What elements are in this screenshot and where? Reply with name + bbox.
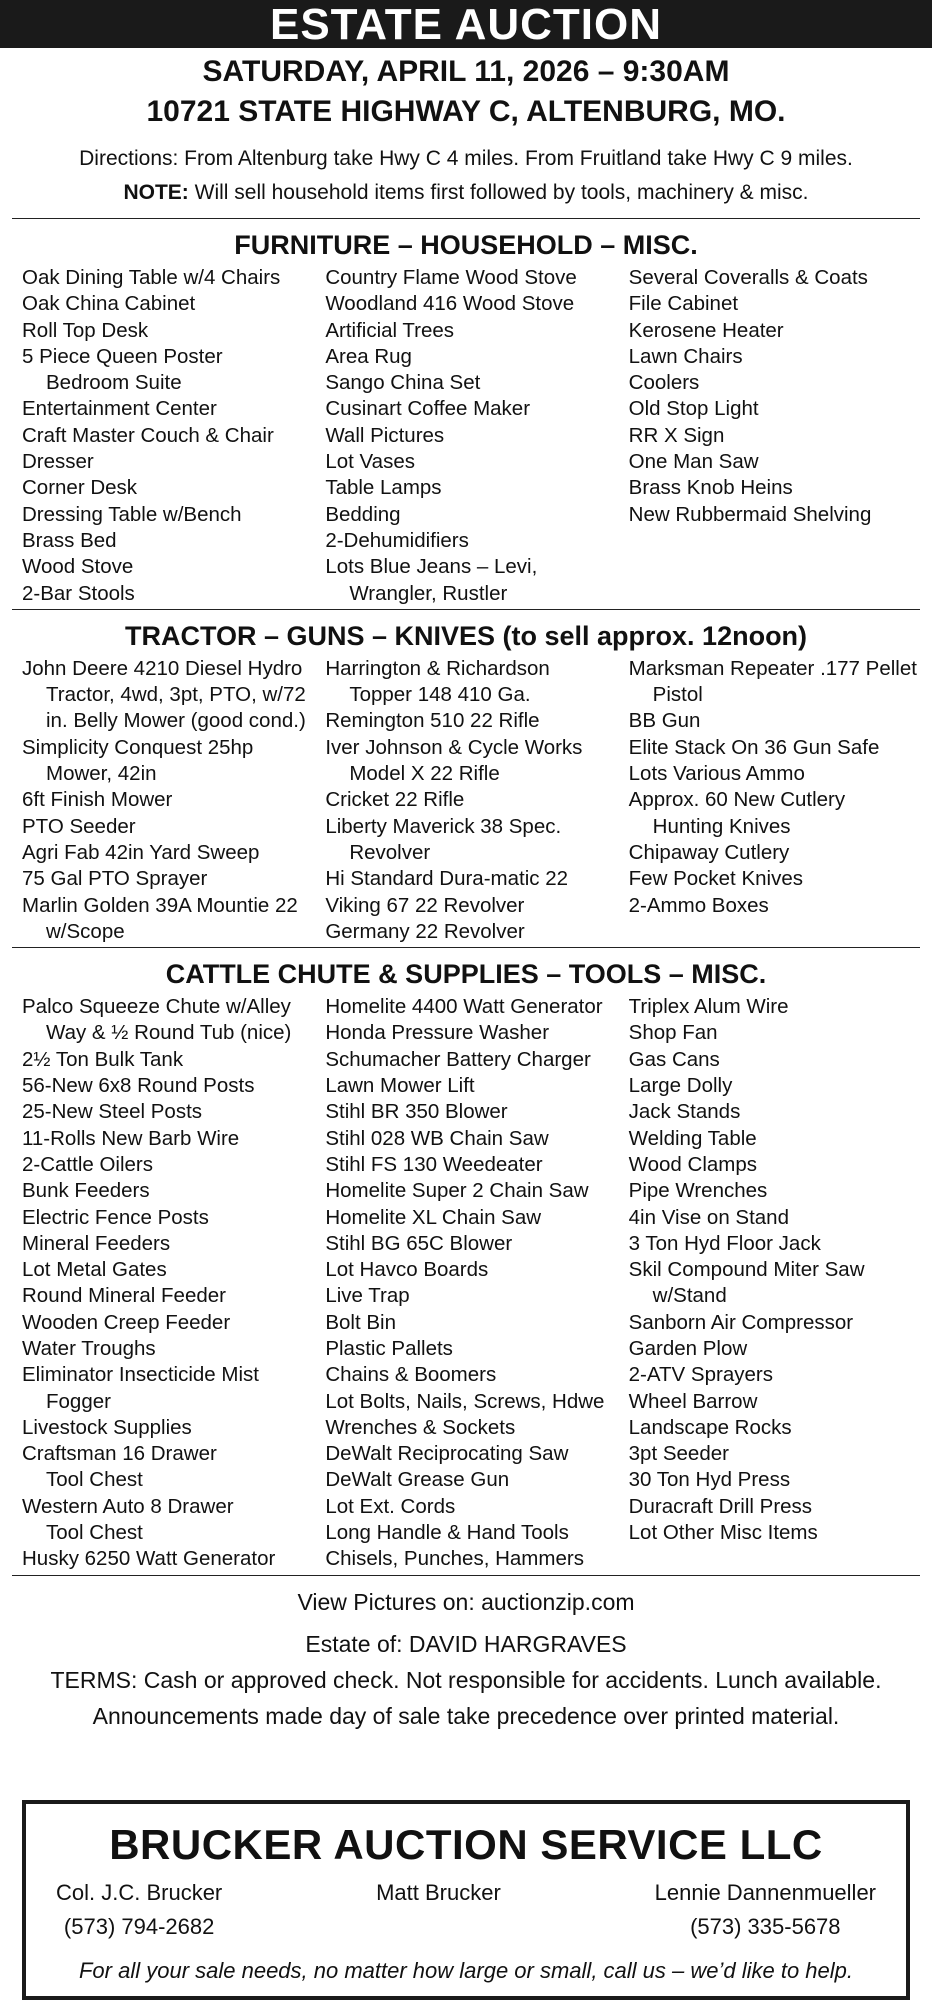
auction-item: 25-New Steel Posts — [22, 1100, 203, 1124]
contact-3 — [655, 1876, 876, 1944]
item-column — [629, 265, 932, 607]
auction-item: Homelite XL Chain Saw — [325, 1205, 542, 1229]
auction-item: Sango China Set — [325, 371, 481, 395]
auction-item: Dresser — [22, 450, 94, 474]
auction-item: Hi Standard Dura-matic 22 — [325, 867, 569, 891]
sale-note — [0, 176, 932, 210]
section-divider — [12, 218, 920, 219]
auction-item: 6ft Finish Mower — [22, 788, 173, 812]
sale-date: SATURDAY, APRIL 11, 2026 – 9:30AM — [202, 55, 730, 88]
auction-item: Harrington & Richardson Topper 148 410 Ga. — [325, 656, 550, 707]
auction-item: 30 Ton Hyd Press — [628, 1468, 791, 1492]
auction-item: 2-Ammo Boxes — [628, 893, 769, 917]
section-divider — [12, 609, 920, 610]
contact-2 — [376, 1876, 501, 1944]
auction-item: 4in Vise on Stand — [628, 1205, 789, 1229]
item-column — [325, 265, 628, 607]
auction-item: 2-Bar Stools — [22, 581, 135, 605]
announcements-line: Announcements made day of sale take precedence over printed material. — [92, 1702, 840, 1729]
auction-item: Marksman Repeater .177 Pellet Pistol — [628, 656, 917, 707]
contact-1-name: Col. J.C. Brucker — [56, 1880, 223, 1905]
auction-item: Craftsman 16 Drawer Tool Chest — [22, 1442, 217, 1492]
auction-item: 75 Gal PTO Sprayer — [22, 867, 208, 891]
auction-item: Roll Top Desk — [22, 318, 149, 342]
auction-item: Lot Ext. Cords — [325, 1494, 456, 1518]
auction-item: Marlin Golden 39A Mountie 22 w/Scope — [22, 893, 298, 943]
auction-item: Triplex Alum Wire — [628, 995, 789, 1019]
auction-item: Bunk Feeders — [22, 1179, 150, 1203]
auction-item: Chisels, Punches, Hammers — [325, 1547, 584, 1571]
auction-item: 3pt Seeder — [628, 1442, 729, 1466]
auction-item: Electric Fence Posts — [22, 1205, 209, 1229]
auction-item: Schumacher Battery Charger — [325, 1047, 591, 1071]
contact-3-name: Lennie Dannenmueller — [654, 1880, 876, 1905]
auction-item: One Man Saw — [628, 450, 759, 474]
auction-item: Large Dolly — [628, 1074, 733, 1098]
contacts — [26, 1876, 906, 1944]
auction-item: Live Trap — [325, 1284, 410, 1308]
auction-item: Lots Blue Jeans – Levi, Wrangler, Rustler — [325, 555, 538, 605]
auction-item: Western Auto 8 Drawer Tool Chest — [22, 1494, 234, 1545]
item-column — [629, 656, 932, 945]
section-columns — [0, 656, 932, 945]
auction-item: 56-New 6x8 Round Posts — [22, 1074, 255, 1098]
company-name: BRUCKER AUCTION SERVICE LLC — [109, 1821, 823, 1868]
auction-item: Cusinart Coffee Maker — [325, 397, 531, 421]
auction-item: Chains & Boomers — [325, 1363, 497, 1387]
pictures-line: View Pictures on: auctionzip.com — [297, 1588, 635, 1615]
auction-item: Coolers — [628, 371, 700, 395]
auction-item: Honda Pressure Washer — [325, 1021, 550, 1045]
auction-item: 2½ Ton Bulk Tank — [22, 1047, 184, 1071]
auction-item: Homelite Super 2 Chain Saw — [325, 1179, 589, 1203]
auction-item: Dressing Table w/Bench — [22, 502, 242, 526]
auction-item: PTO Seeder — [22, 814, 136, 838]
item-column — [22, 656, 325, 945]
auction-item: Table Lamps — [325, 476, 442, 500]
contact-2-name: Matt Brucker — [376, 1880, 501, 1905]
section-columns — [0, 994, 932, 1573]
auction-item: Old Stop Light — [628, 397, 759, 421]
banner-title: ESTATE AUCTION — [0, 0, 932, 48]
auction-item: Bedding — [325, 502, 401, 526]
section-divider — [12, 947, 920, 948]
auction-item: Lawn Chairs — [628, 344, 743, 368]
note-text: Will sell household items first followed by tools, machinery & misc. — [188, 181, 809, 204]
auction-item: Skil Compound Miter Saw w/Stand — [628, 1258, 865, 1308]
auction-item: 5 Piece Queen Poster Bedroom Suite — [22, 344, 223, 395]
auction-item: Simplicity Conquest 25hp Mower, 42in — [22, 735, 254, 786]
auction-item: Area Rug — [325, 344, 412, 368]
auction-item: Oak Dining Table w/4 Chairs — [22, 266, 281, 289]
auction-item: Homelite 4400 Watt Generator — [325, 995, 603, 1019]
auction-item: File Cabinet — [628, 292, 739, 316]
auction-item: Several Coveralls & Coats — [628, 266, 868, 289]
note-label: NOTE: — [123, 181, 189, 204]
item-column — [325, 656, 628, 945]
auction-item: 2-Dehumidifiers — [325, 528, 469, 552]
auction-item: Stihl BG 65C Blower — [325, 1231, 513, 1255]
auction-item: Lot Other Misc Items — [628, 1521, 818, 1545]
auction-item: 3 Ton Hyd Floor Jack — [628, 1231, 821, 1255]
auction-item: Round Mineral Feeder — [22, 1284, 226, 1308]
auction-item: Woodland 416 Wood Stove — [325, 292, 575, 316]
auction-item: 11-Rolls New Barb Wire — [22, 1126, 240, 1150]
estate-line: Estate of: DAVID HARGRAVES — [305, 1630, 627, 1657]
auction-item: Plastic Pallets — [325, 1336, 453, 1360]
auction-item: Chipaway Cutlery — [628, 840, 790, 864]
sale-address: 10721 STATE HIGHWAY C, ALTENBURG, MO. — [146, 95, 786, 128]
section-title: TRACTOR – GUNS – KNIVES (to sell approx. 12noon) — [124, 620, 808, 651]
auction-item: Stihl BR 350 Blower — [325, 1100, 508, 1124]
auction-item: Shop Fan — [628, 1021, 718, 1045]
auction-item: Landscape Rocks — [628, 1415, 792, 1439]
auction-item: Husky 6250 Watt Generator — [22, 1547, 276, 1571]
auction-item: 2-Cattle Oilers — [22, 1152, 154, 1176]
auction-item: Country Flame Wood Stove — [325, 266, 577, 289]
auction-item: Agri Fab 42in Yard Sweep — [22, 840, 260, 864]
auction-item: Lot Bolts, Nails, Screws, Hdwe — [325, 1389, 605, 1413]
auction-item: Livestock Supplies — [22, 1415, 192, 1439]
auction-item: Wooden Creep Feeder — [22, 1310, 231, 1334]
auction-item: Entertainment Center — [22, 397, 217, 421]
auction-item: Approx. 60 New Cutlery Hunting Knives — [628, 788, 846, 838]
item-column — [325, 994, 628, 1573]
auction-item: New Rubbermaid Shelving — [628, 502, 872, 526]
auction-item: Stihl FS 130 Weedeater — [325, 1152, 543, 1176]
auction-item: Corner Desk — [22, 476, 138, 500]
auction-item: BB Gun — [628, 709, 701, 733]
directions: Directions: From Altenburg take Hwy C 4 miles. From Fruitland take Hwy C 9 miles. — [79, 147, 853, 170]
auction-item: Oak China Cabinet — [22, 292, 196, 316]
auction-item: Viking 67 22 Revolver — [325, 893, 525, 917]
company-box — [22, 1800, 910, 2000]
auction-item: Lots Various Ammo — [628, 762, 805, 786]
auction-item: Eliminator Insecticide Mist Fogger — [22, 1363, 259, 1413]
item-column — [22, 265, 325, 607]
auction-item: Garden Plow — [628, 1336, 748, 1360]
auction-item: Few Pocket Knives — [628, 867, 803, 891]
auction-item: John Deere 4210 Diesel Hydro Tractor, 4wd, 3pt, PTO, w/72 in. Belly Mower (good cond.) — [22, 656, 306, 733]
section-columns — [0, 265, 932, 607]
auction-item: Wrenches & Sockets — [325, 1415, 516, 1439]
tagline: For all your sale needs, no matter how large or small, call us – we’d like to help. — [78, 1958, 854, 1983]
auction-item: Wall Pictures — [325, 423, 445, 447]
terms-line: TERMS: Cash or approved check. Not responsible for accidents. Lunch available. — [50, 1666, 882, 1693]
item-column — [22, 994, 325, 1573]
auction-item: Gas Cans — [628, 1047, 720, 1071]
auction-item: Jack Stands — [628, 1100, 741, 1124]
item-column — [629, 994, 932, 1573]
auction-item: Wood Stove — [22, 555, 134, 579]
auction-item: Liberty Maverick 38 Spec. Revolver — [325, 814, 562, 864]
auction-item: Duracraft Drill Press — [628, 1494, 813, 1518]
auction-item: Sanborn Air Compressor — [628, 1310, 854, 1334]
auction-item: Wood Clamps — [628, 1152, 758, 1176]
auction-item: Remington 510 22 Rifle — [325, 709, 540, 733]
auction-item: Lot Havco Boards — [325, 1258, 489, 1282]
auction-item: Lot Vases — [325, 450, 415, 474]
item-sections — [0, 218, 932, 1573]
auction-item: Welding Table — [628, 1126, 757, 1150]
auction-item: Pipe Wrenches — [628, 1179, 768, 1203]
auction-item: Stihl 028 WB Chain Saw — [325, 1126, 549, 1150]
auction-item: Lot Metal Gates — [22, 1258, 167, 1282]
divider — [12, 1575, 920, 1576]
auction-item: Artificial Trees — [325, 318, 455, 342]
auction-item: Germany 22 Revolver — [325, 919, 525, 943]
auction-item: Iver Johnson & Cycle Works Model X 22 Rifle — [325, 735, 583, 786]
section-title: FURNITURE – HOUSEHOLD – MISC. — [234, 230, 698, 260]
auction-item: Brass Bed — [22, 528, 117, 552]
auction-item: 2-ATV Sprayers — [628, 1363, 773, 1387]
auction-item: Long Handle & Hand Tools — [325, 1521, 569, 1545]
auction-item: Mineral Feeders — [22, 1231, 171, 1255]
auction-item: DeWalt Reciprocating Saw — [325, 1442, 569, 1466]
auction-item: Bolt Bin — [325, 1310, 396, 1334]
auction-item: Lawn Mower Lift — [325, 1074, 475, 1098]
contact-1-phone: (573) 794-2682 — [63, 1914, 215, 1939]
section-title: CATTLE CHUTE & SUPPLIES – TOOLS – MISC. — [165, 959, 767, 990]
auction-item: Craft Master Couch & Chair — [22, 423, 274, 447]
auction-item: Wheel Barrow — [628, 1389, 758, 1413]
auction-item: RR X Sign — [628, 423, 725, 447]
auction-item: Water Troughs — [22, 1336, 156, 1360]
contact-1 — [56, 1876, 222, 1944]
contact-3-phone: (573) 335-5678 — [690, 1914, 841, 1939]
auction-item: DeWalt Grease Gun — [325, 1468, 510, 1492]
auction-item: Cricket 22 Rifle — [325, 788, 465, 812]
auction-item: Palco Squeeze Chute w/Alley Way & ½ Round Tub (nice) — [22, 995, 292, 1045]
auction-item: Brass Knob Heins — [628, 476, 793, 500]
auction-item: Kerosene Heater — [628, 318, 784, 342]
auction-item: Elite Stack On 36 Gun Safe — [628, 735, 880, 759]
